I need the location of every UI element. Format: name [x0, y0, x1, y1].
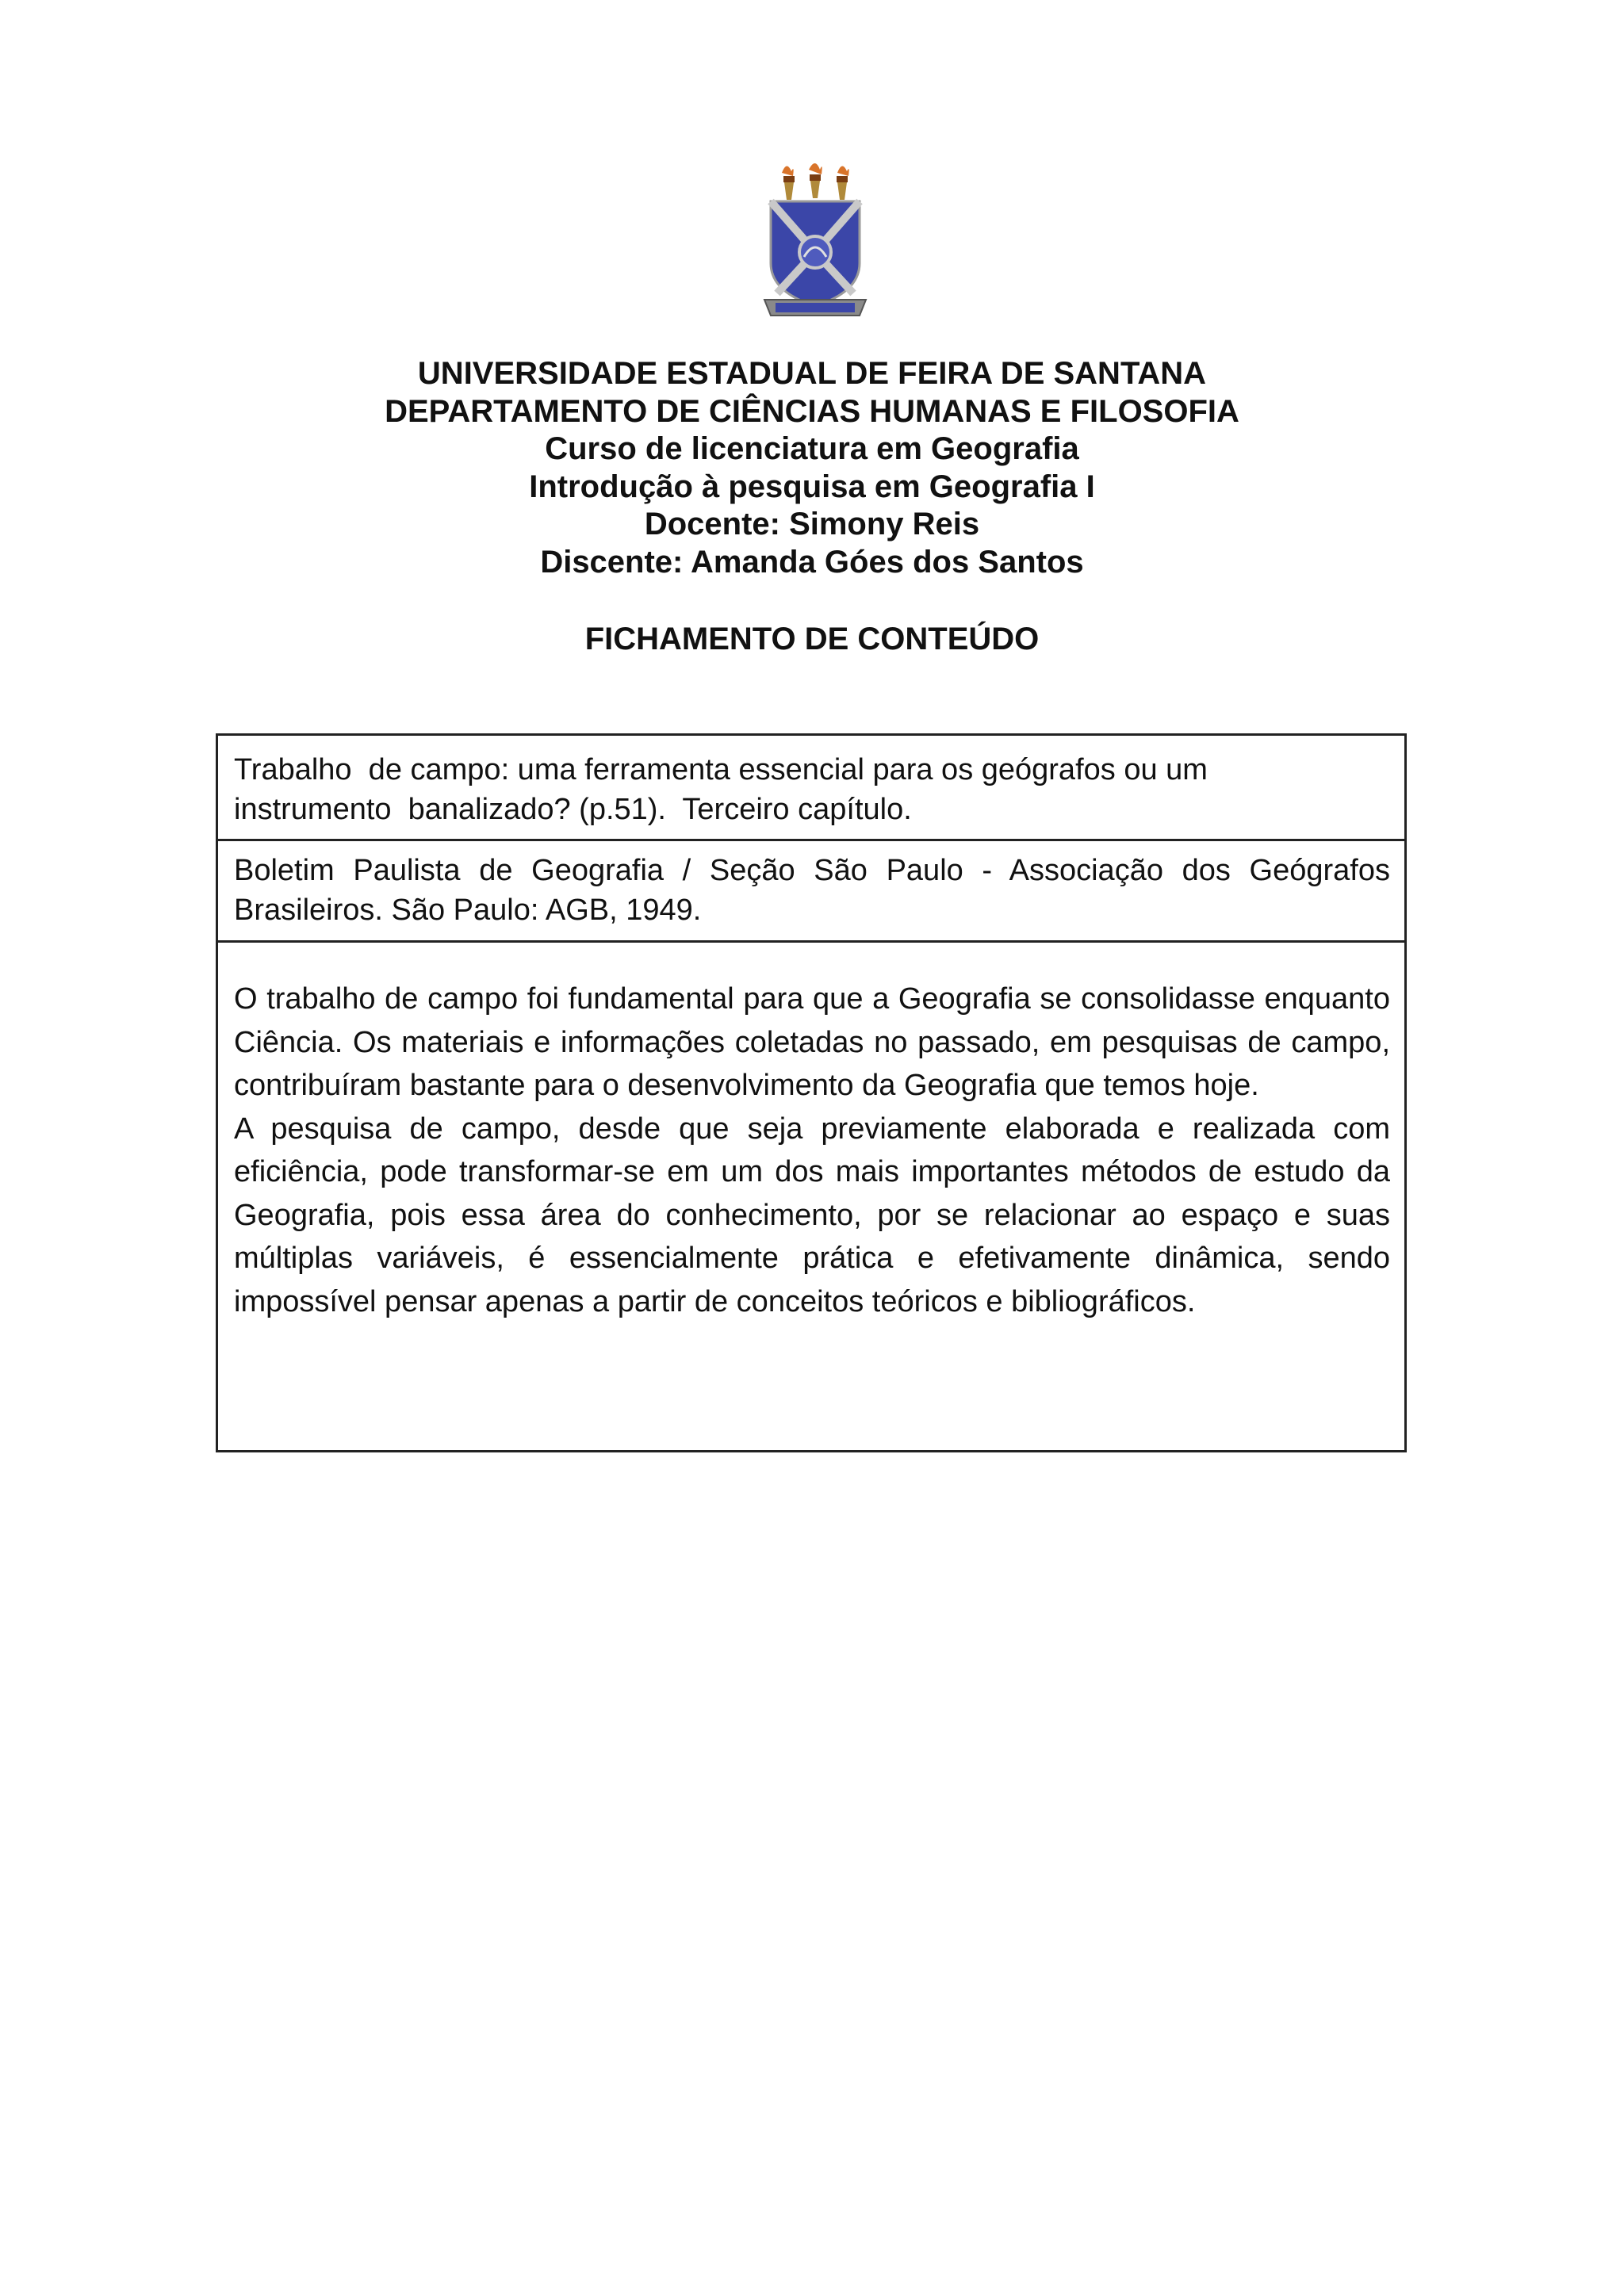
- university-name: UNIVERSIDADE ESTADUAL DE FEIRA DE SANTANA: [417, 356, 1207, 391]
- chapter-title-line: Trabalho de campo: uma ferramenta essencial para os geógrafos ou um: [234, 753, 1208, 786]
- reference-text: Boletim Paulista de Geografia / Seção São Paulo - Associação dos Geógrafos Brasileiros. São Paulo: AGB, 1949.: [234, 854, 1390, 927]
- reference-cell: [218, 839, 1404, 940]
- header: [0, 355, 1624, 581]
- summary-cell: [218, 940, 1404, 1450]
- chapter-title-line: instrumento banalizado? (p.51). Terceiro capítulo.: [234, 793, 912, 826]
- content-card: [216, 733, 1407, 1452]
- torch-icon: [837, 166, 849, 200]
- torch-icon: [809, 163, 822, 198]
- teacher-name: Docente: Simony Reis: [644, 507, 980, 541]
- department-name: DEPARTAMENTO DE CIÊNCIAS HUMANAS E FILOSOFIA: [385, 393, 1239, 429]
- course-name: Curso de licenciatura em Geografia: [545, 431, 1079, 466]
- document-title: FICHAMENTO DE CONTEÚDO: [584, 622, 1040, 656]
- torch-icon: [782, 166, 795, 200]
- subject-name: Introdução à pesquisa em Geografia I: [529, 469, 1095, 504]
- student-name: Discente: Amanda Góes dos Santos: [540, 544, 1084, 580]
- summary-paragraph: O trabalho de campo foi fundamental para que a Geografia se consolidasse enquanto Ciência. Os materiais e informações coletadas no passado, em pesquisas de campo, contribuíram bastante para o desenvolvimento da Geografia que temos hoje.: [234, 982, 1390, 1102]
- summary-paragraph: A pesquisa de campo, desde que seja previamente elaborada e realizada com eficiência, pode transformar-se em um dos mais importantes métodos de estudo da Geografia, pois essa área do conhecimento, por se relacionar ao espaço e suas múltiplas variáveis, é essencialmente prática e efetivamente dinâmica, sendo impossível pensar apenas a partir de conceitos teóricos e bibliográficos.: [234, 1112, 1390, 1318]
- chapter-title-cell: [218, 736, 1404, 839]
- university-crest-icon: [760, 159, 871, 325]
